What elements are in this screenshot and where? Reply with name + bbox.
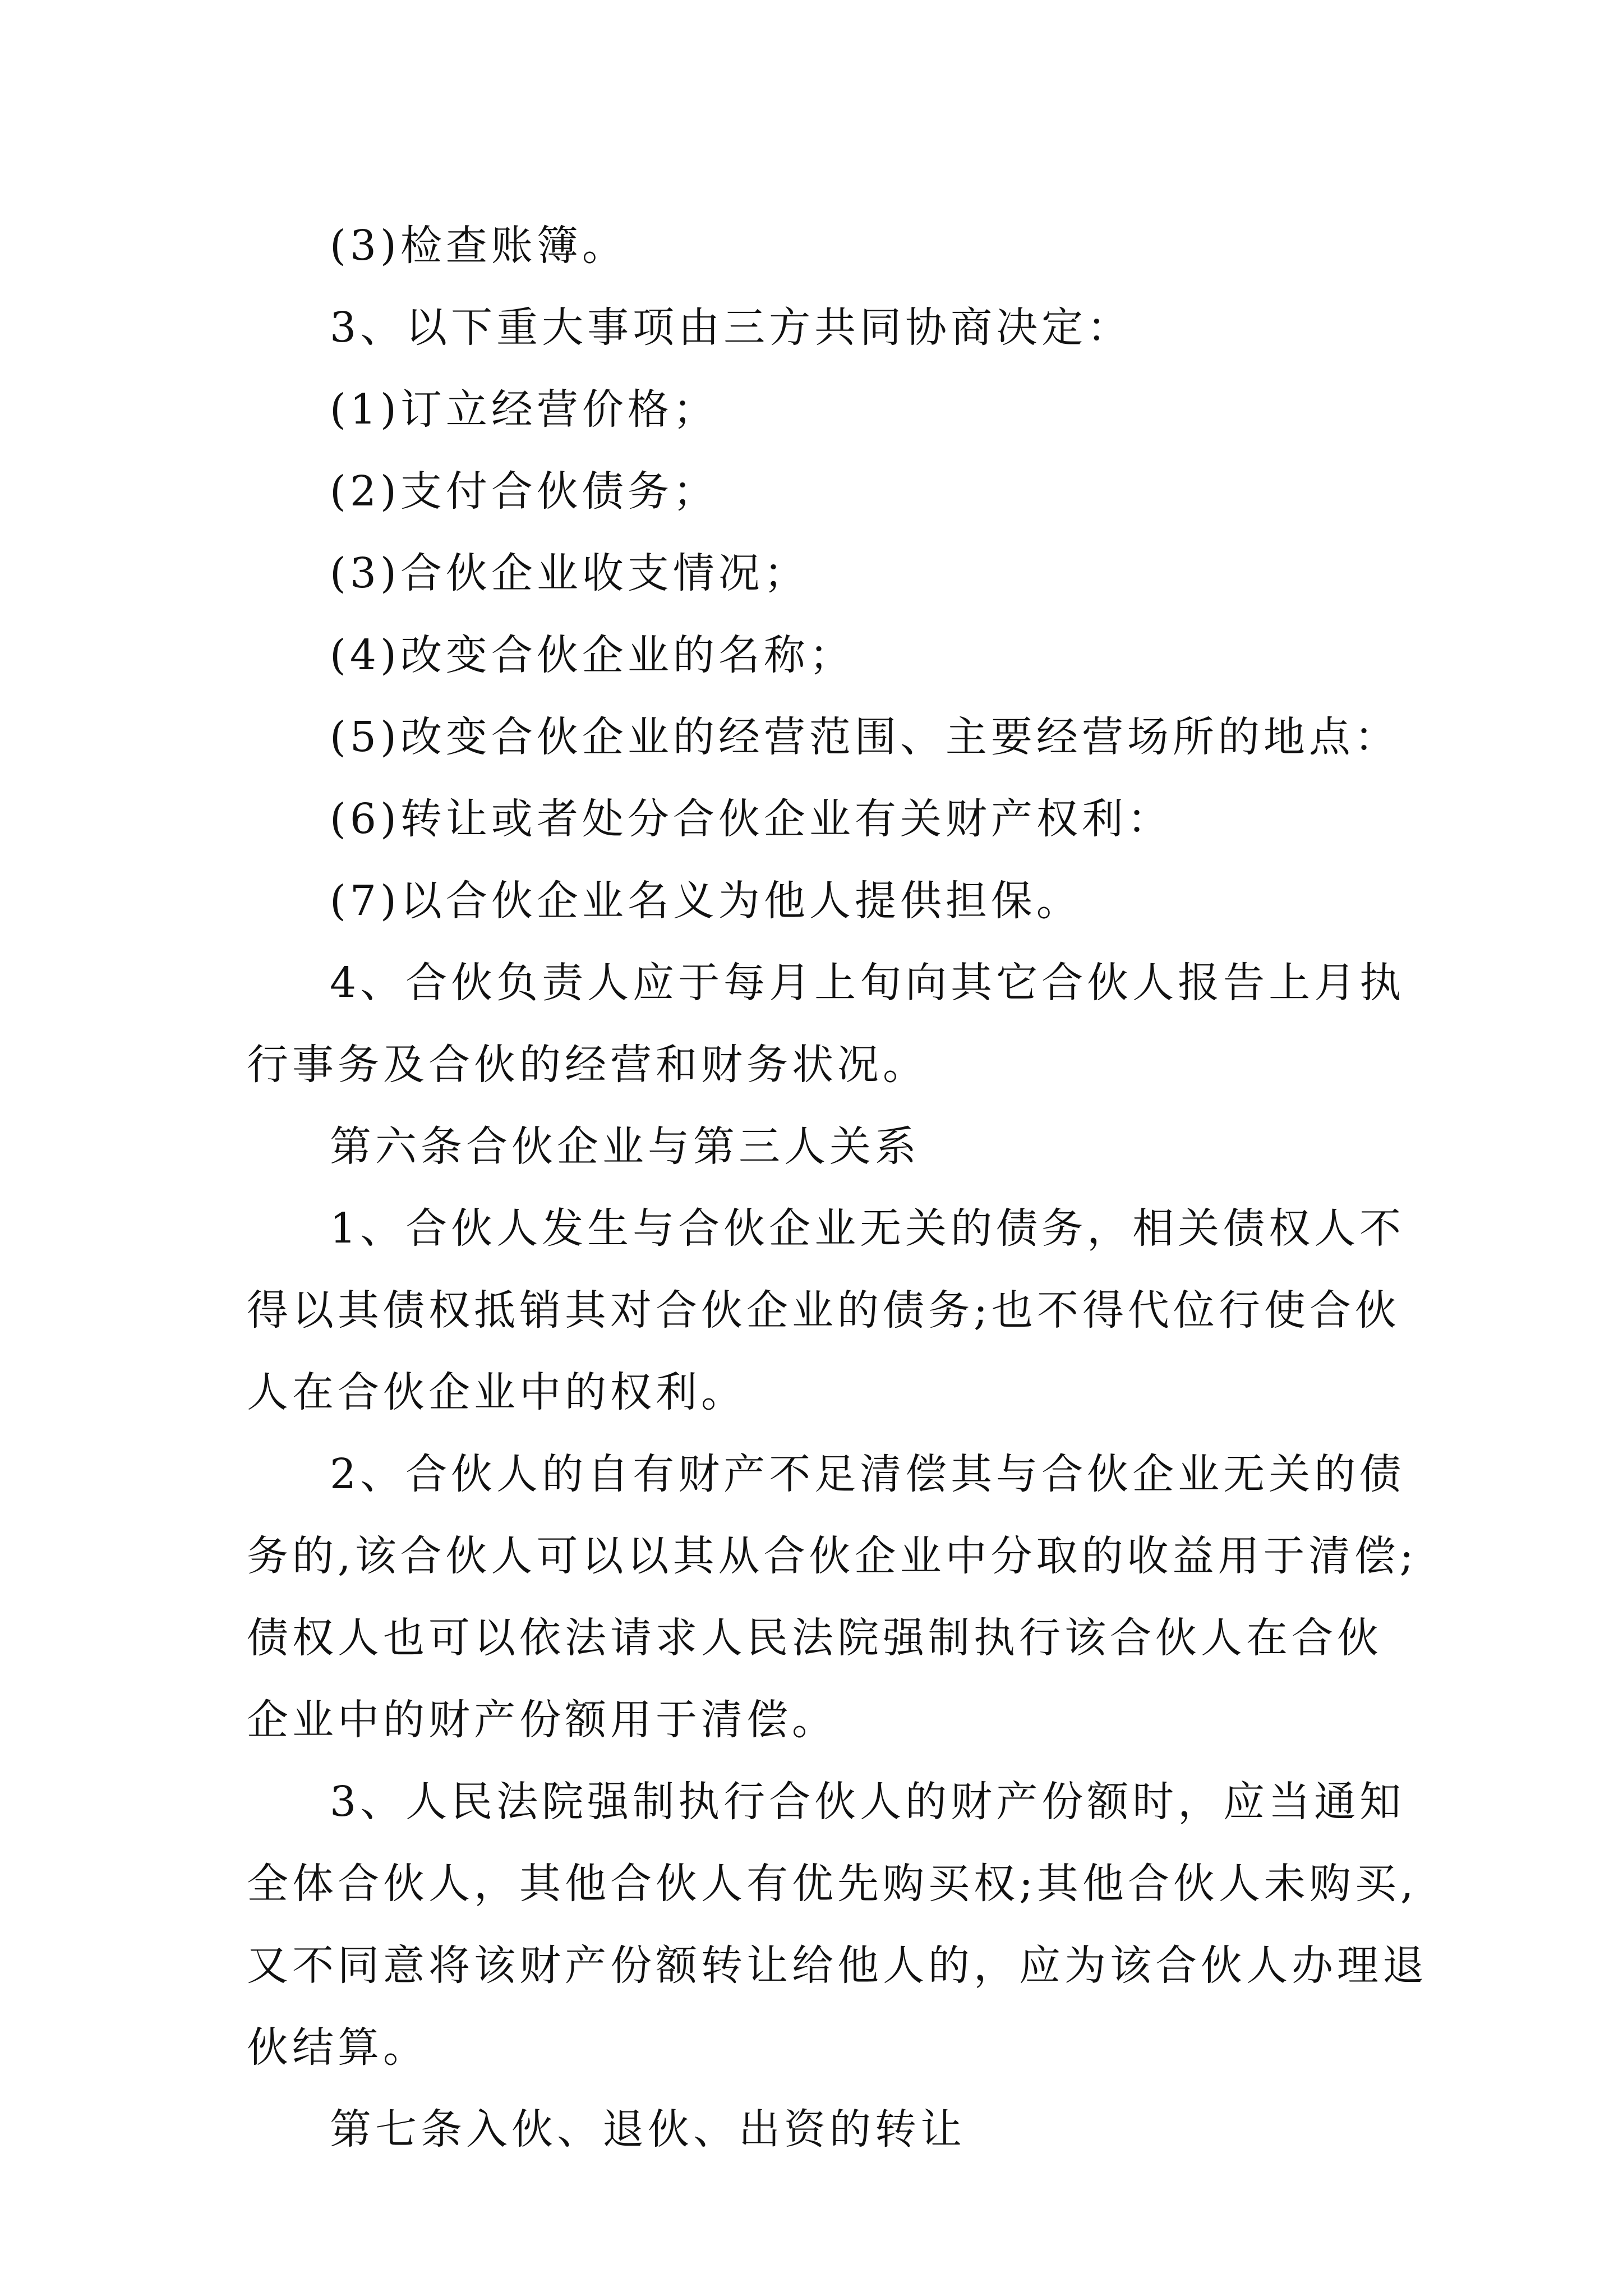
article-6-heading: 第六条合伙企业与第三人关系: [330, 1122, 920, 1171]
list-item-change-scope: (5)改变合伙企业的经营范围、主要经营场所的地点：: [330, 713, 1400, 761]
list-item-income-expense: (3)合伙企业收支情况；: [330, 549, 809, 597]
article-6-para-3-line-3: 又不同意将该财产份额转让给他人的，应为该合伙人办理退: [247, 1941, 1428, 1990]
article-6-para-3-line-1: 3、人民法院强制执行合伙人的财产份额时，应当通知: [330, 1778, 1405, 1826]
article-6-para-2-line-4: 企业中的财产份额用于清偿。: [247, 1696, 837, 1744]
article-6-para-2-line-3: 债权人也可以依法请求人民法院强制执行该合伙人在合伙: [247, 1614, 1382, 1662]
list-item-guarantee: (7)以合伙企业名义为他人提供担保。: [330, 877, 1082, 925]
list-item-check-ledger: (3)检查账簿。: [330, 222, 628, 270]
article-6-para-1-line-2: 得以其债权抵销其对合伙企业的债务;也不得代位行使合伙: [247, 1286, 1400, 1335]
list-item-transfer-property: (6)转让或者处分合伙企业有关财产权利：: [330, 795, 1173, 843]
article-6-para-2-line-2: 务的,该合伙人可以以其从合伙企业中分取的收益用于清偿;: [247, 1532, 1418, 1580]
document-body: [247, 205, 1428, 2170]
article-6-para-3-line-4: 伙结算。: [247, 2023, 428, 2072]
article-6-para-2-line-1: 2、合伙人的自有财产不足清偿其与合伙企业无关的债: [330, 1450, 1405, 1498]
article-6-para-3-line-2: 全体合伙人，其他合伙人有优先购买权;其他合伙人未购买,: [247, 1860, 1418, 1908]
article-6-para-1-line-3: 人在合伙企业中的权利。: [247, 1368, 746, 1416]
clause-major-matters: 3、以下重大事项由三方共同协商决定：: [330, 303, 1133, 352]
clause-monthly-report-line-1: 4、合伙负责人应于每月上旬向其它合伙人报告上月执: [330, 959, 1405, 1007]
article-6-para-1-line-1: 1、合伙人发生与合伙企业无关的债务，相关债权人不: [330, 1204, 1405, 1253]
article-7-heading: 第七条入伙、退伙、出资的转让: [330, 2105, 966, 2154]
list-item-pricing: (1)订立经营价格；: [330, 385, 718, 434]
clause-monthly-report-line-2: 行事务及合伙的经营和财务状况。: [247, 1041, 928, 1089]
list-item-change-name: (4)改变合伙企业的名称；: [330, 631, 855, 679]
list-item-debt-payment: (2)支付合伙债务；: [330, 467, 718, 516]
